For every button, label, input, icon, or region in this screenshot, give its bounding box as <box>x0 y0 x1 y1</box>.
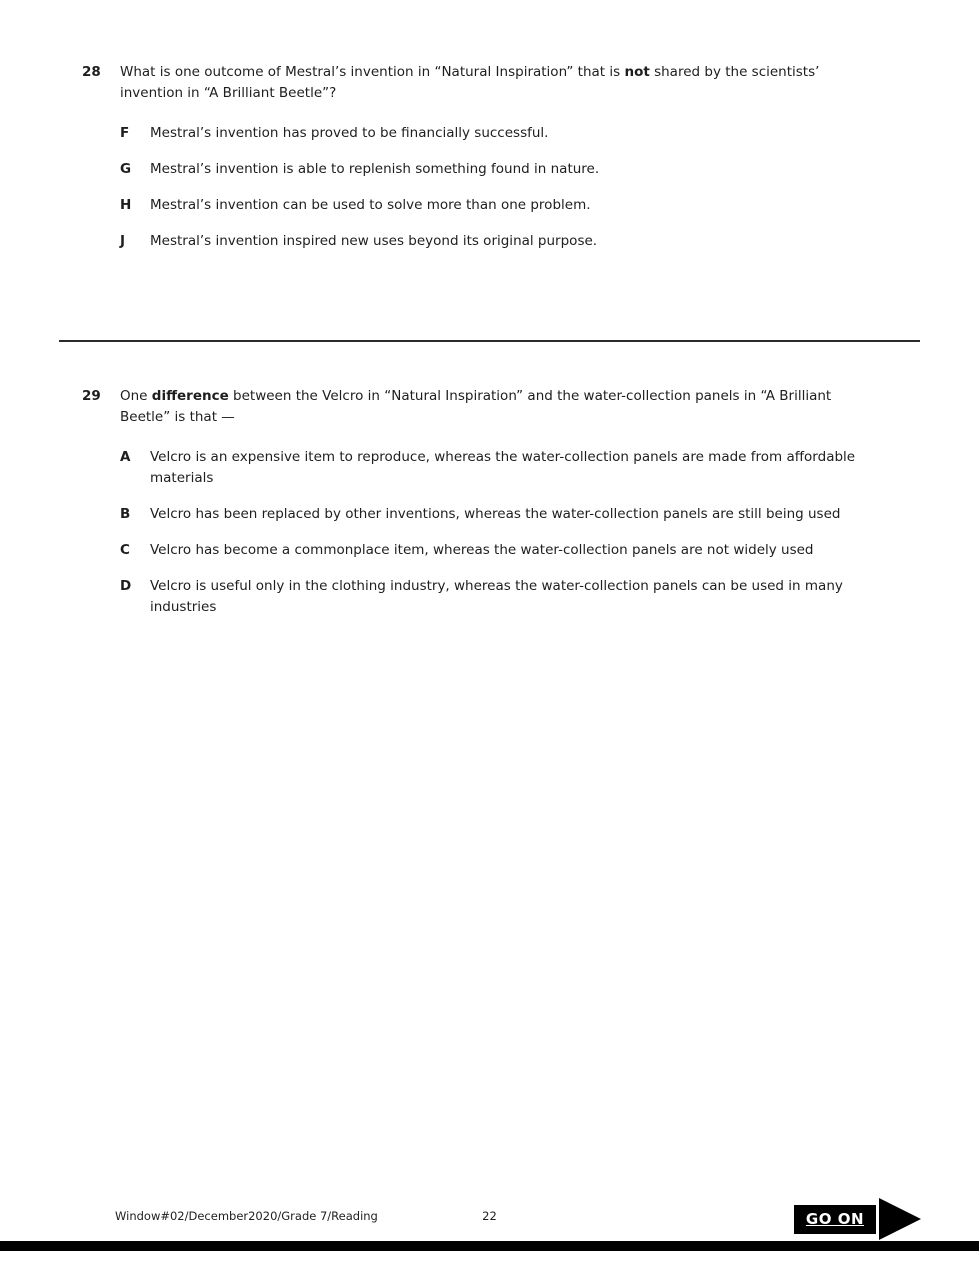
stem-text: What is one outcome of Mestral’s invention in “Natural Inspiration” that is <box>120 64 625 80</box>
page-footer <box>0 1196 979 1242</box>
bottom-page-bar <box>0 1241 979 1251</box>
choice-text: Velcro has been replaced by other inventions, whereas the water-collection panels are still being used <box>150 506 841 522</box>
go-on-label: GO ON <box>794 1205 876 1234</box>
go-on-arrow-icon <box>879 1198 921 1240</box>
choice-text: Mestral’s invention can be used to solve more than one problem. <box>150 197 591 213</box>
choice-F <box>120 123 880 144</box>
choice-A <box>120 447 880 489</box>
question-number: 28 <box>82 64 101 80</box>
answer-choices <box>120 123 880 252</box>
choice-text: Velcro is useful only in the clothing industry, whereas the water-collection panels can be used in many industries <box>150 578 843 615</box>
question-29 <box>82 386 880 618</box>
question-number: 29 <box>82 388 101 404</box>
choice-B <box>120 504 880 525</box>
choice-text: Velcro is an expensive item to reproduce, whereas the water-collection panels are made from affordable materials <box>150 449 856 486</box>
choice-letter: J <box>120 233 126 249</box>
stem-text: shared by the scientists’ invention in “A Brilliant Beetle”? <box>120 64 820 101</box>
stem-bold-text: difference <box>151 388 229 404</box>
question-stem <box>120 386 880 428</box>
choice-letter: F <box>120 125 130 141</box>
choice-text: Mestral’s invention is able to replenish something found in nature. <box>150 161 600 177</box>
section-divider <box>59 340 920 342</box>
go-on-marker <box>794 1198 921 1240</box>
stem-text: between the Velcro in “Natural Inspiration” and the water-collection panels in “A Brilliant Beetle” is that — <box>120 388 832 425</box>
question-stem <box>120 62 880 104</box>
choice-H <box>120 195 880 216</box>
stem-text: One <box>120 388 152 404</box>
choice-D <box>120 576 880 618</box>
choice-J <box>120 231 880 252</box>
footer-page-number: 22 <box>482 1209 497 1223</box>
choice-letter: H <box>120 197 132 213</box>
choice-letter: G <box>120 161 132 177</box>
choice-letter: A <box>120 449 131 465</box>
choice-text: Mestral’s invention has proved to be financially successful. <box>150 125 549 141</box>
stem-bold-text: not <box>624 64 650 80</box>
answer-choices <box>120 447 880 618</box>
choice-text: Velcro has become a commonplace item, whereas the water-collection panels are not widely used <box>150 542 814 558</box>
choice-C <box>120 540 880 561</box>
choice-G <box>120 159 880 180</box>
question-28 <box>82 62 880 252</box>
choice-text: Mestral’s invention inspired new uses beyond its original purpose. <box>150 233 598 249</box>
choice-letter: B <box>120 506 131 522</box>
choice-letter: C <box>120 542 130 558</box>
choice-letter: D <box>120 578 132 594</box>
footer-doc-id: Window#02/December2020/Grade 7/Reading <box>115 1209 378 1223</box>
